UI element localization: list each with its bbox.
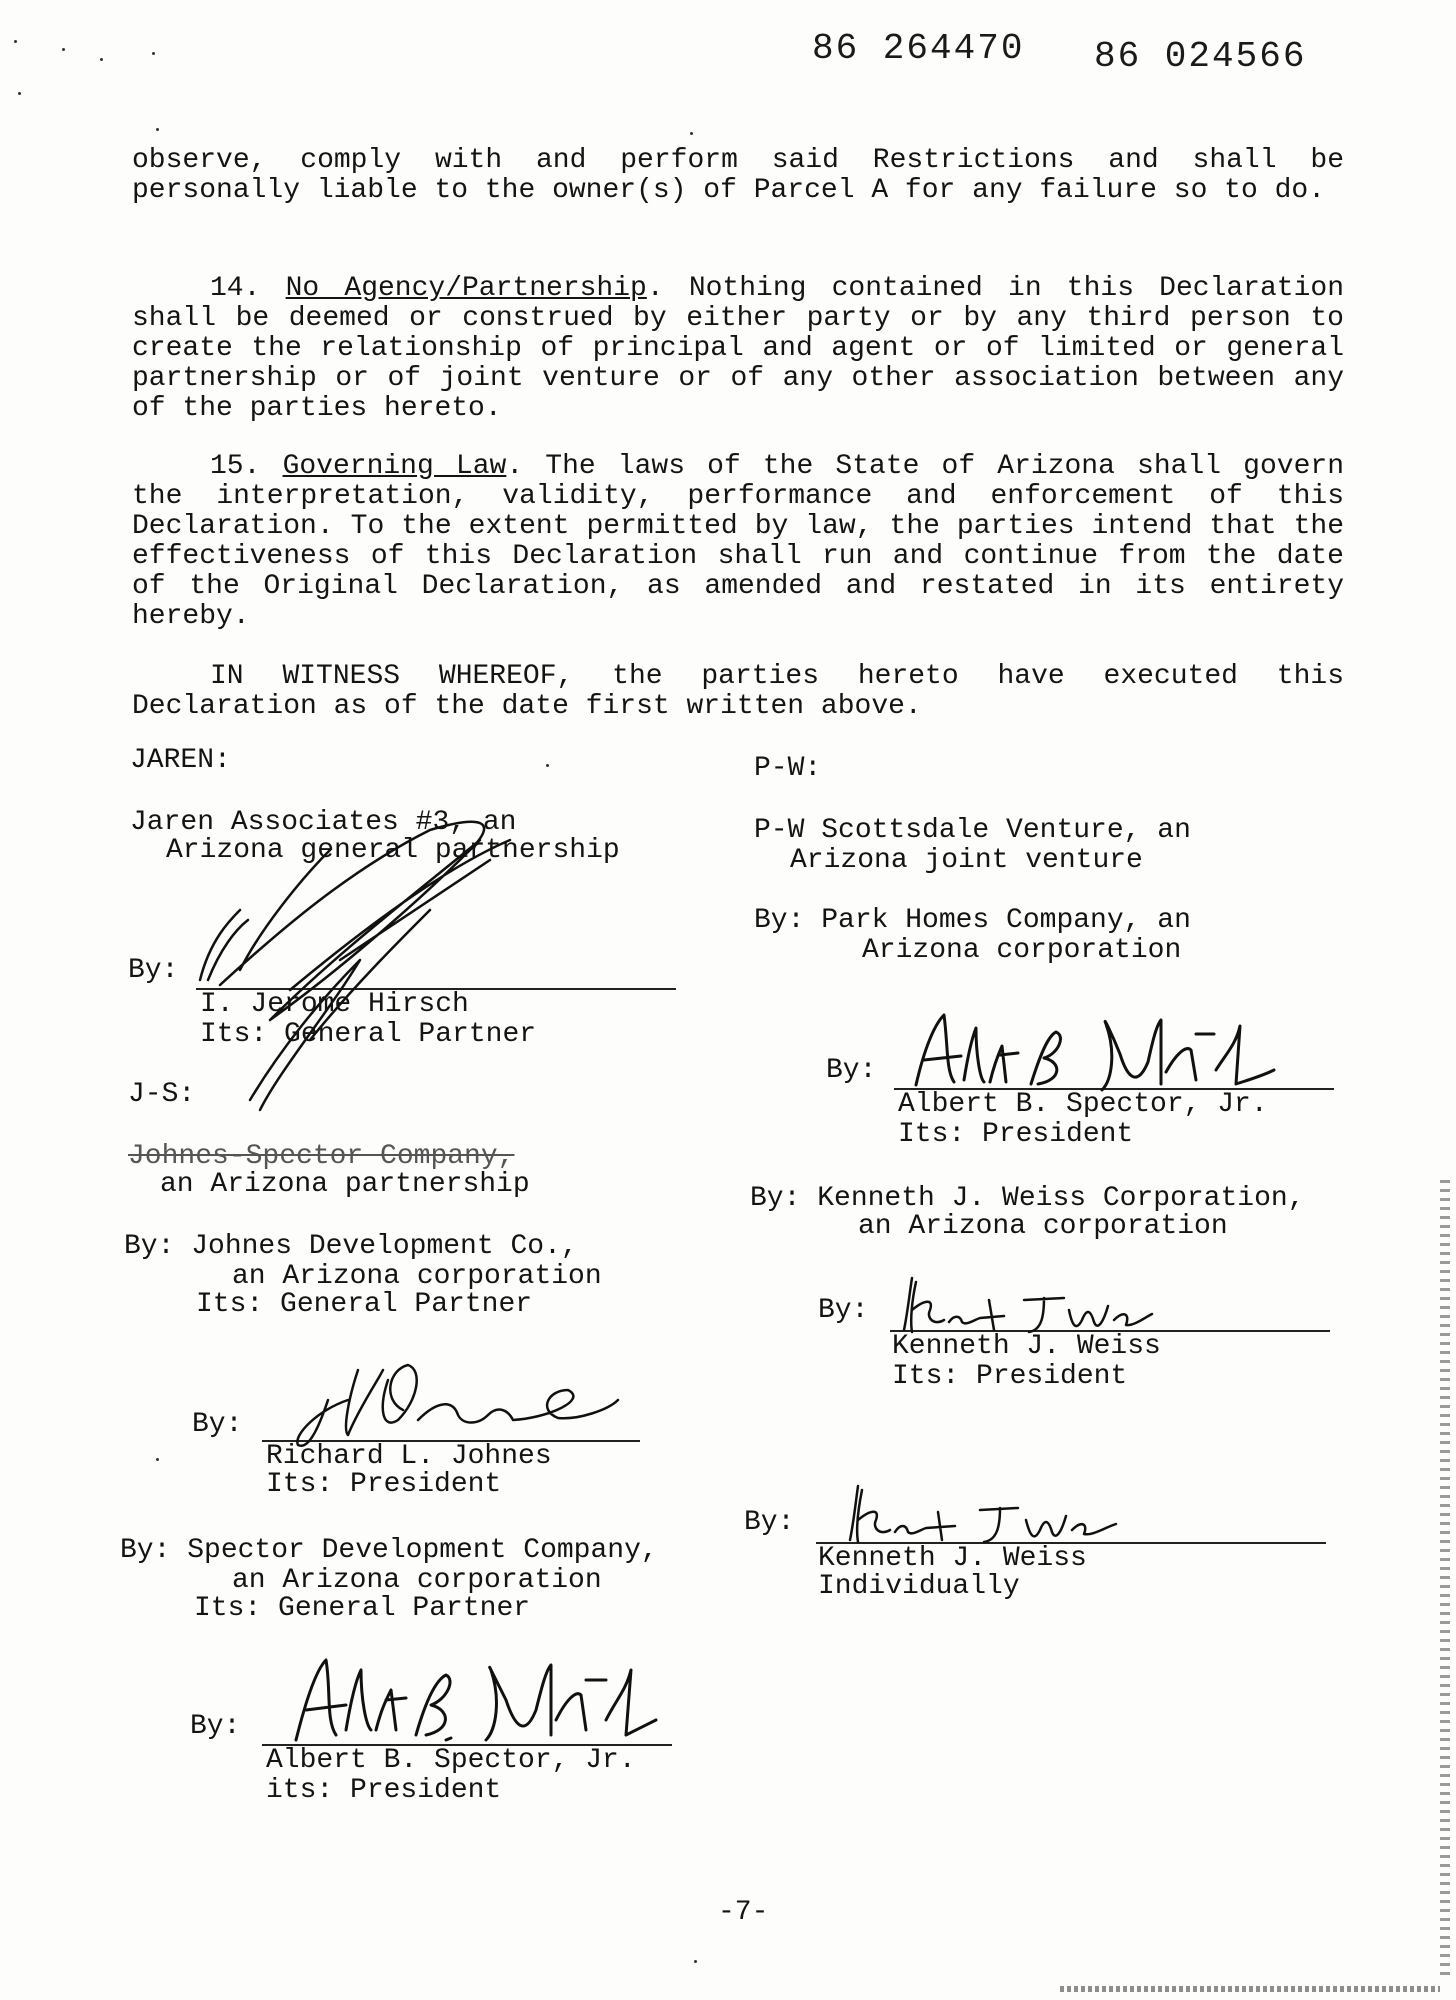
- section-15-number: 15.: [210, 451, 261, 482]
- weiss-corp-line-2: an Arizona corporation: [858, 1211, 1228, 1242]
- scan-speck: [546, 764, 549, 767]
- johnes-signer-name: Richard L. Johnes: [266, 1441, 552, 1472]
- weiss-individual-title: Individually: [818, 1571, 1020, 1602]
- page-number: -7-: [718, 1897, 769, 1928]
- spector-signature: [286, 1640, 666, 1760]
- spector-dev-line-2: an Arizona corporation: [232, 1565, 602, 1596]
- js-label: J-S:: [128, 1079, 196, 1110]
- park-signer-name: Albert B. Spector, Jr.: [898, 1089, 1268, 1120]
- pw-label: P-W:: [754, 753, 822, 784]
- pw-entity-line-2: Arizona joint venture: [790, 845, 1143, 876]
- park-homes-line-1: By: Park Homes Company, an: [754, 905, 1191, 936]
- spector-signer-name: Albert B. Spector, Jr.: [266, 1745, 636, 1776]
- scan-speck: [152, 52, 155, 55]
- section-14-number: 14.: [210, 273, 261, 304]
- recording-number-1: 86 264470: [812, 28, 1025, 69]
- section-14-text: . Nothing contained in this Declaration shall be deemed or construed by either party or by any third person to create the relationship of principal and agent or of limited or general partnership or of joint venture or of any other association between any of the parties hereto.: [132, 273, 1345, 424]
- scan-speck: [14, 40, 17, 43]
- johnes-dev-line-2: an Arizona corporation: [232, 1261, 602, 1292]
- recording-number-2: 86 024566: [1094, 36, 1307, 77]
- spector-by-label: By:: [190, 1711, 241, 1742]
- jaren-entity-line-2: Arizona general partnership: [166, 835, 620, 866]
- weiss-individual-name: Kenneth J. Weiss: [818, 1543, 1087, 1574]
- section-15-heading: Governing Law: [282, 451, 507, 482]
- weiss-signer-name: Kenneth J. Weiss: [892, 1331, 1161, 1362]
- spector-dev-line-1: By: Spector Development Company,: [120, 1535, 658, 1566]
- park-homes-line-2: Arizona corporation: [862, 935, 1182, 966]
- park-signer-title: Its: President: [898, 1119, 1134, 1150]
- scan-speck: [156, 128, 159, 131]
- johnes-dev-line-3: Its: General Partner: [196, 1289, 533, 1320]
- jaren-by-label: By:: [128, 955, 179, 986]
- jaren-signer-name: I. Jerome Hirsch: [200, 989, 469, 1020]
- scan-speck: [690, 132, 693, 135]
- witness-clause: IN WITNESS WHEREOF, the parties hereto have executed this Declaration as of the date first written above.: [132, 661, 1344, 722]
- johnes-by-label: By:: [192, 1409, 243, 1440]
- section-14-heading: No Agency/Partnership: [285, 273, 647, 304]
- section-15-text: . The laws of the State of Arizona shall govern the interpretation, validity, performance and enforcement of this Declaration. To the extent permitted by law, the parties intend that the effectiveness of this Declaration shall run and continue from the date of the Original Declaration, as amended and restated in its entirety hereby.: [132, 451, 1344, 632]
- park-by-label: By:: [826, 1055, 877, 1086]
- section-15: [132, 452, 1344, 632]
- scan-speck: [62, 48, 65, 51]
- weiss-signer-title: Its: President: [892, 1361, 1128, 1392]
- js-entity-line-2: an Arizona partnership: [160, 1169, 530, 1200]
- scan-bottom-artifact: [1060, 1986, 1440, 1992]
- section-14: [132, 274, 1344, 424]
- pw-entity-line-1: P-W Scottsdale Venture, an: [754, 815, 1191, 846]
- jaren-label: JAREN:: [130, 745, 231, 776]
- jaren-signer-title: Its: General Partner: [200, 1019, 537, 1050]
- js-entity-line-1: Johnes-Spector Company,: [128, 1141, 515, 1172]
- scan-speck: [156, 1458, 159, 1461]
- weiss-corp-line-1: By: Kenneth J. Weiss Corporation,: [750, 1183, 1305, 1214]
- scan-speck: [100, 58, 103, 61]
- weiss-individual-by-label: By:: [744, 1507, 795, 1538]
- johnes-signer-title: Its: President: [266, 1469, 502, 1500]
- scan-edge-artifact: [1440, 1180, 1450, 1980]
- jaren-signature: [180, 810, 680, 1130]
- spector-signer-title: its: President: [266, 1775, 502, 1806]
- jaren-entity-line-1: Jaren Associates #3, an: [130, 807, 517, 838]
- scan-speck: [694, 1960, 697, 1963]
- scan-speck: [18, 92, 21, 95]
- spector-dev-line-3: Its: General Partner: [194, 1593, 531, 1624]
- paragraph-13-continuation: observe, comply with and perform said Restrictions and shall be personally liable to the owner(s) of Parcel A for any failure so to do.: [132, 145, 1344, 206]
- weiss-by-label: By:: [818, 1295, 869, 1326]
- johnes-dev-line-1: By: Johnes Development Co.,: [124, 1231, 578, 1262]
